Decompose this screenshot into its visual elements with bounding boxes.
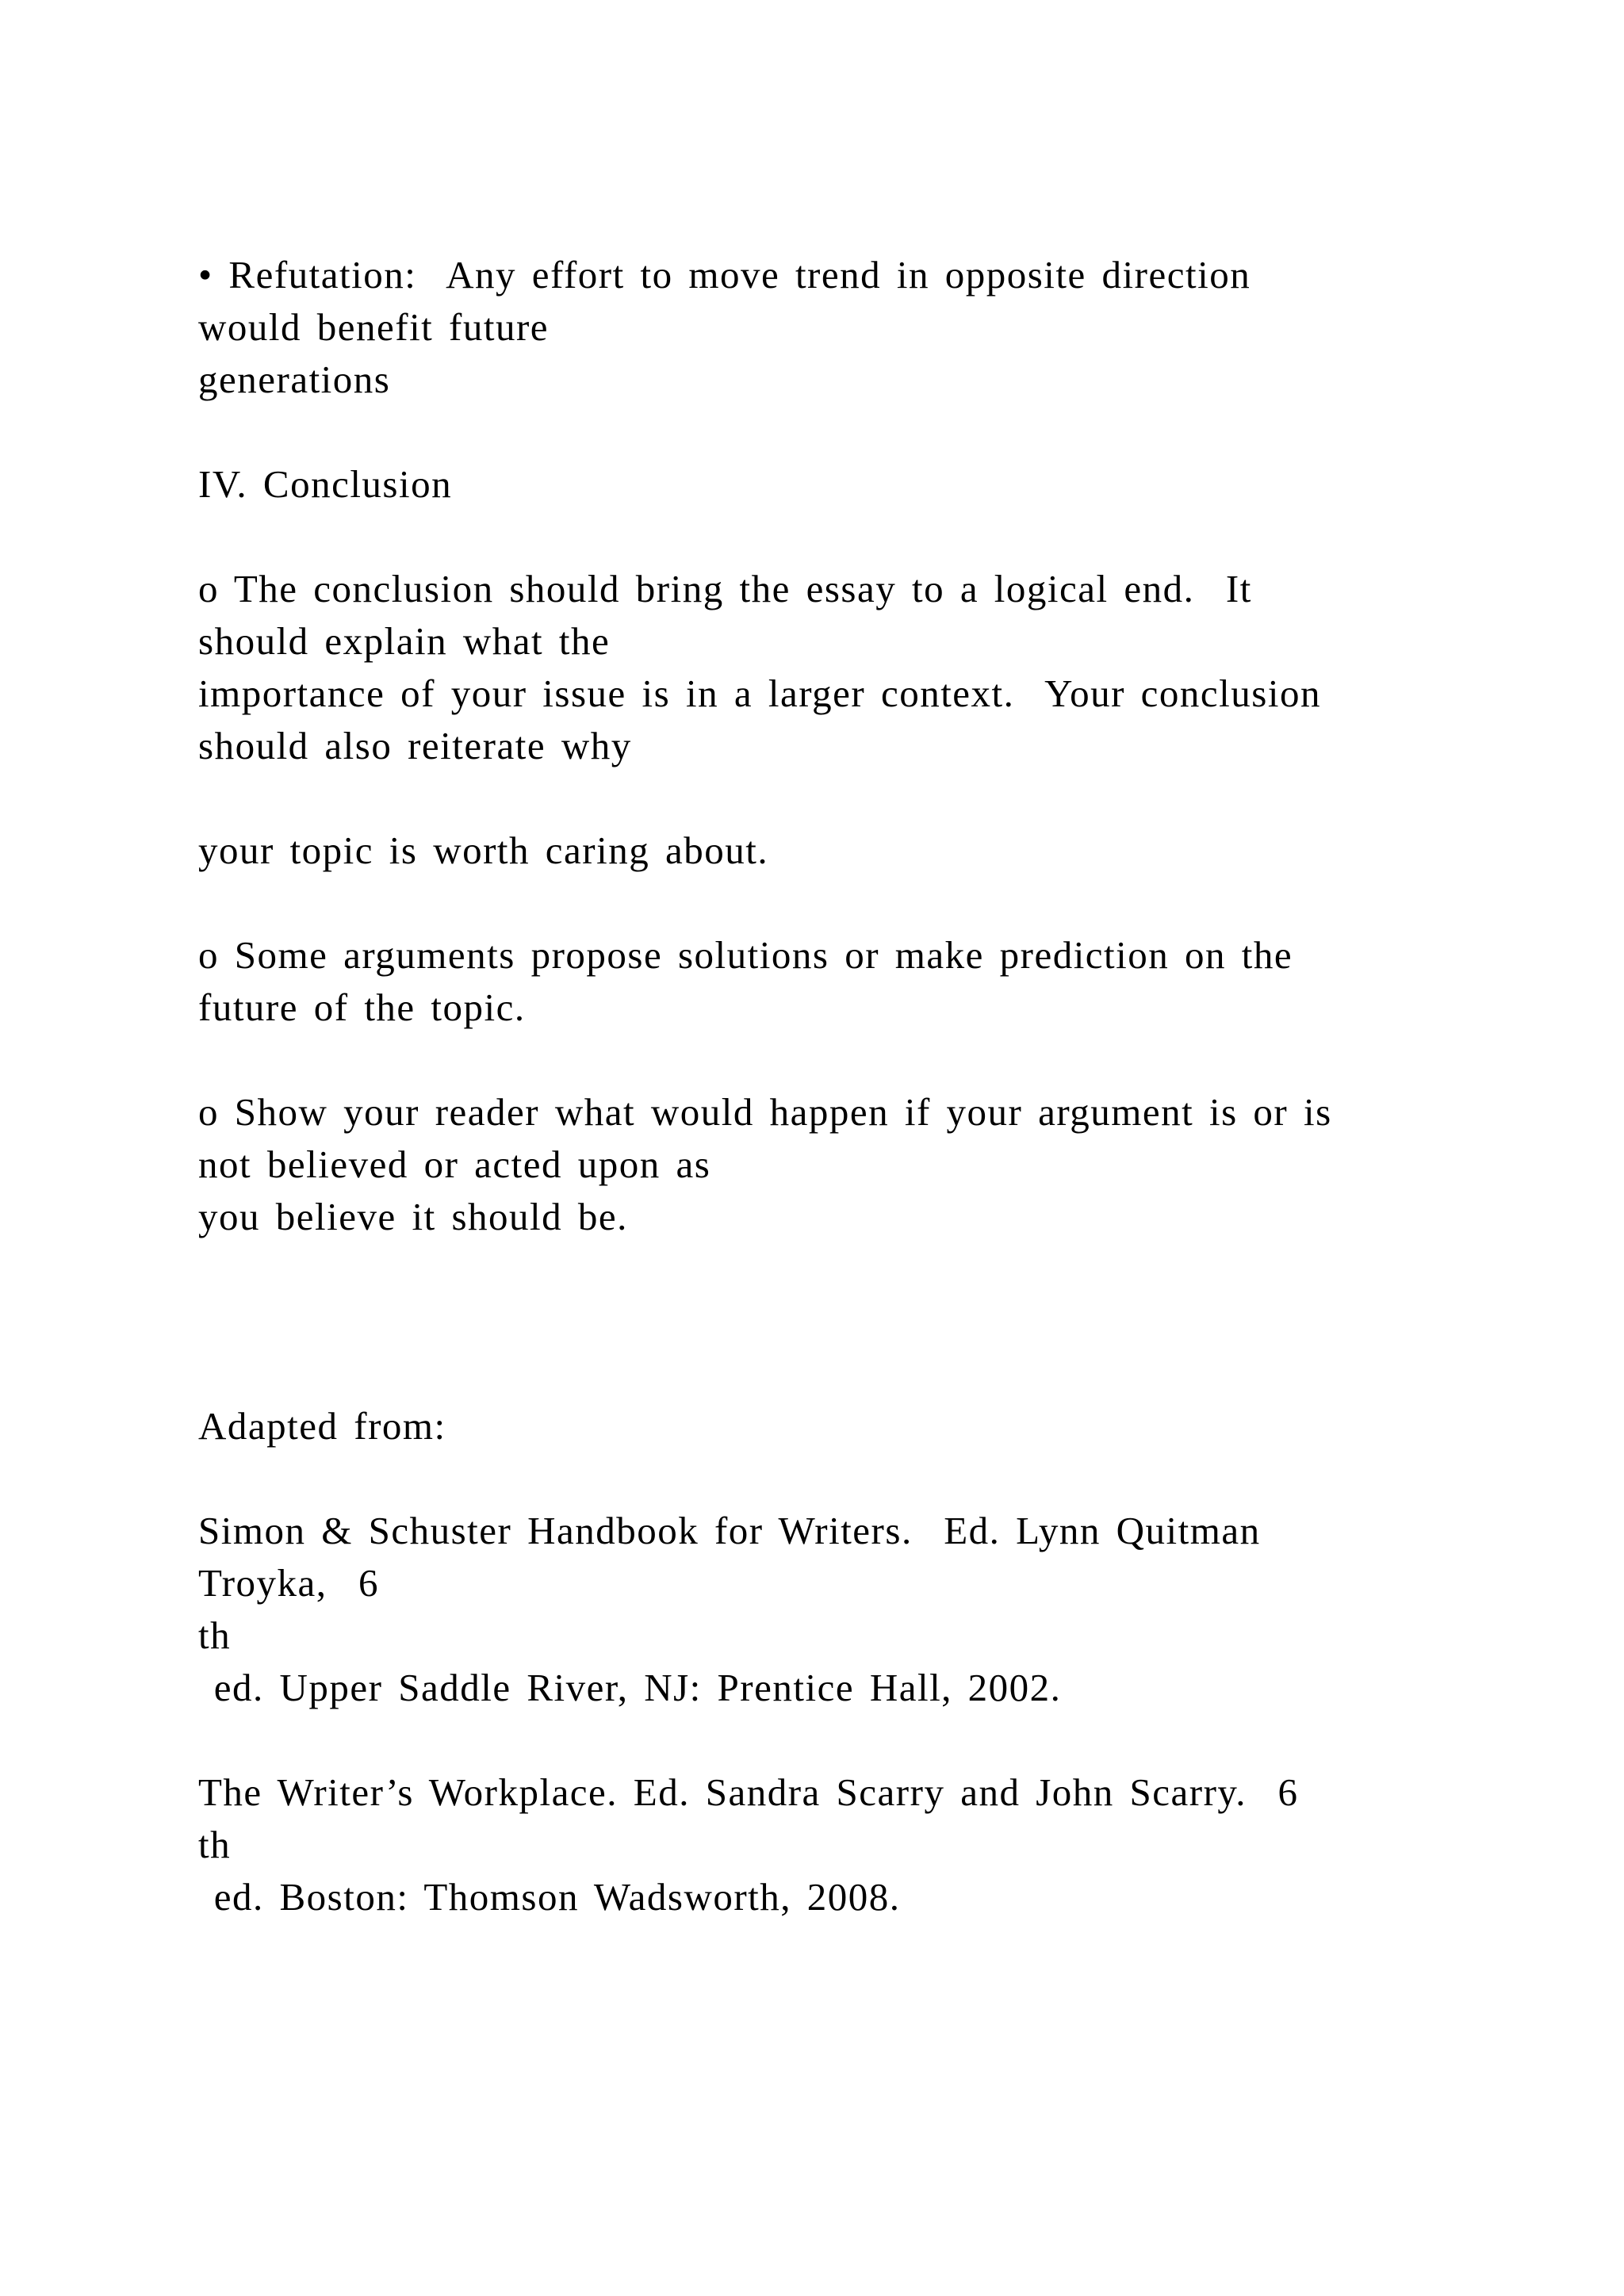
source-2-line-1: The Writer’s Workplace. Ed. Sandra Scarry and John Scarry. 6 <box>198 1770 1299 1814</box>
conclusion-bullet-1-line-2: should explain what the <box>198 619 611 663</box>
conclusion-bullet-2-line-2: future of the topic. <box>198 985 526 1029</box>
refutation-line-3: generations <box>198 358 391 401</box>
conclusion-bullet-3-line-1: o Show your reader what would happen if your argument is or is <box>198 1090 1332 1134</box>
refutation-line-2: would benefit future <box>198 305 550 349</box>
source-1-line-3: th <box>198 1613 232 1657</box>
source-1-line-2: Troyka, 6 <box>198 1561 380 1605</box>
source-1-line-1: Simon & Schuster Handbook for Writers. Ed. Lynn Quitman <box>198 1509 1261 1552</box>
conclusion-bullet-3-line-2: not believed or acted upon as <box>198 1142 711 1186</box>
conclusion-bullet-1-line-1: o The conclusion should bring the essay to a logical end. It <box>198 567 1252 610</box>
source-2-line-2: th <box>198 1823 232 1866</box>
conclusion-bullet-1-line-5: your topic is worth caring about. <box>198 828 769 872</box>
conclusion-bullet-3-line-3: you believe it should be. <box>198 1195 628 1238</box>
conclusion-heading: IV. Conclusion <box>198 462 453 506</box>
conclusion-bullet-1-line-3: importance of your issue is in a larger context. Your conclusion <box>198 672 1321 715</box>
adapted-from-heading: Adapted from: <box>198 1404 446 1448</box>
source-1-line-4: ed. Upper Saddle River, NJ: Prentice Hall, 2002. <box>198 1666 1062 1709</box>
conclusion-bullet-1-line-4: should also reiterate why <box>198 724 632 767</box>
refutation-line-1: • Refutation: Any effort to move trend in opposite direction <box>198 253 1251 297</box>
source-2-line-3: ed. Boston: Thomson Wadsworth, 2008. <box>198 1875 901 1919</box>
conclusion-bullet-2-line-1: o Some arguments propose solutions or make prediction on the <box>198 933 1293 977</box>
